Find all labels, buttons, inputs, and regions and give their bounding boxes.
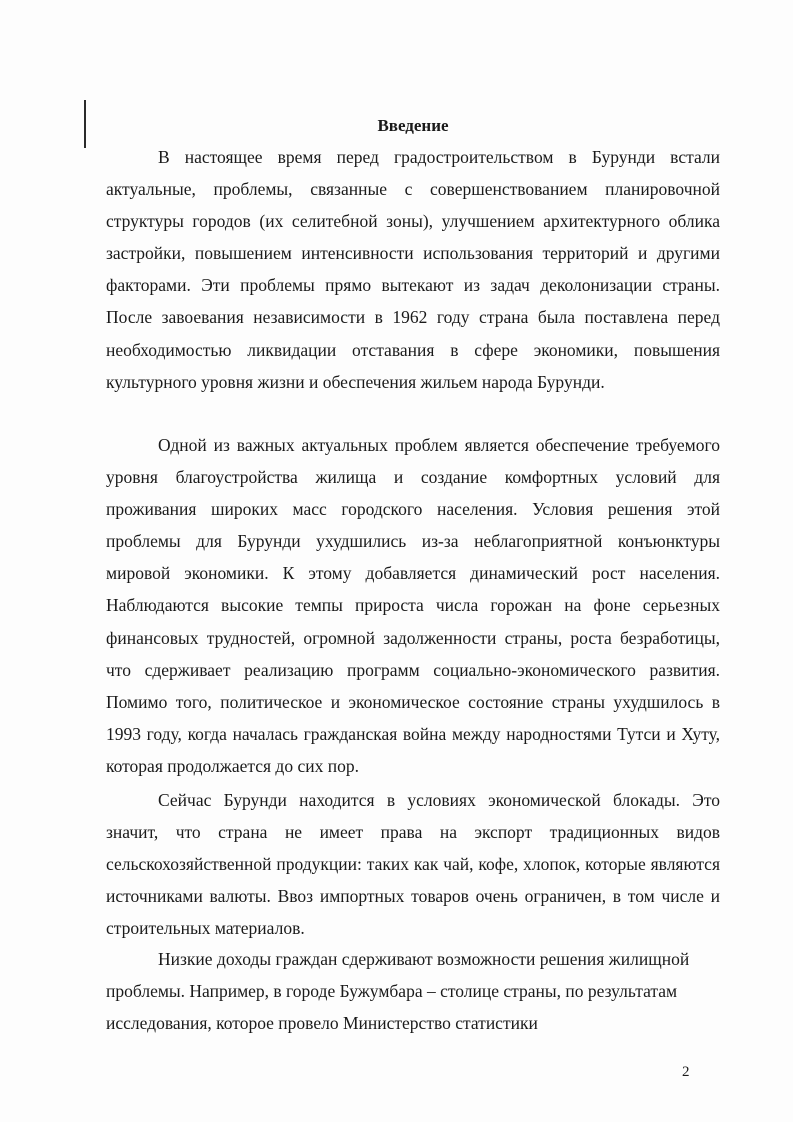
paragraph-2: Одной из важных актуальных проблем является обеспечение требуемого уровня благоустройства жилища и создание комфортных условий для проживания широких масс городского населения. Условия решения этой проблемы для Бурунди ухудшились из-за неблагоприятной конъюнктуры мировой экономики. К этому добавляется динамический рост населения. Наблюдаются высокие темпы прироста числа горожан на фоне серьезных финансовых трудностей, огромной задолженности страны, роста безработицы, что сдерживает реализацию программ социально-экономического развития. Помимо того, политическое и экономическое состояние страны ухудшилось в 1993 году, когда началась гражданская война между народностями Тутси и Хуту, которая продолжается до сих пор. xyxy=(106,435,720,776)
paragraph-1-block xyxy=(106,141,720,398)
paragraph-2-block xyxy=(106,429,720,782)
paragraph-4-block xyxy=(106,943,720,1039)
paragraph-3: Сейчас Бурунди находится в условиях экономической блокады. Это значит, что страна не имеет права на экспорт традиционных видов сельскохозяйственной продукции: таких как чай, кофе, хлопок, которые являются источниками валюты. Ввоз импортных товаров очень ограничен, в том числе и строительных материалов. xyxy=(106,790,720,939)
page-number: 2 xyxy=(682,1064,690,1080)
section-title: Введение xyxy=(377,116,449,135)
paragraph-3-block xyxy=(106,784,720,944)
paragraph-4: Низкие доходы граждан сдерживают возможности решения жилищной проблемы. Например, в городе Бужумбара – столице страны, по результатам исследования, которое провело Министерство статистики xyxy=(106,949,690,1034)
paragraph-1: В настоящее время перед градостроительством в Бурунди встали актуальные, проблемы, связанные с совершенствованием планировочной структуры городов (их селитебной зоны), улучшением архитектурного облика застройки, повышением интенсивности использования территорий и другими факторами. Эти проблемы прямо вытекают из задач деколонизации страны. После завоевания независимости в 1962 году страна была поставлена перед необходимостью ликвидации отставания в сфере экономики, повышения культурного уровня жизни и обеспечения жильем народа Бурунди. xyxy=(106,147,720,392)
